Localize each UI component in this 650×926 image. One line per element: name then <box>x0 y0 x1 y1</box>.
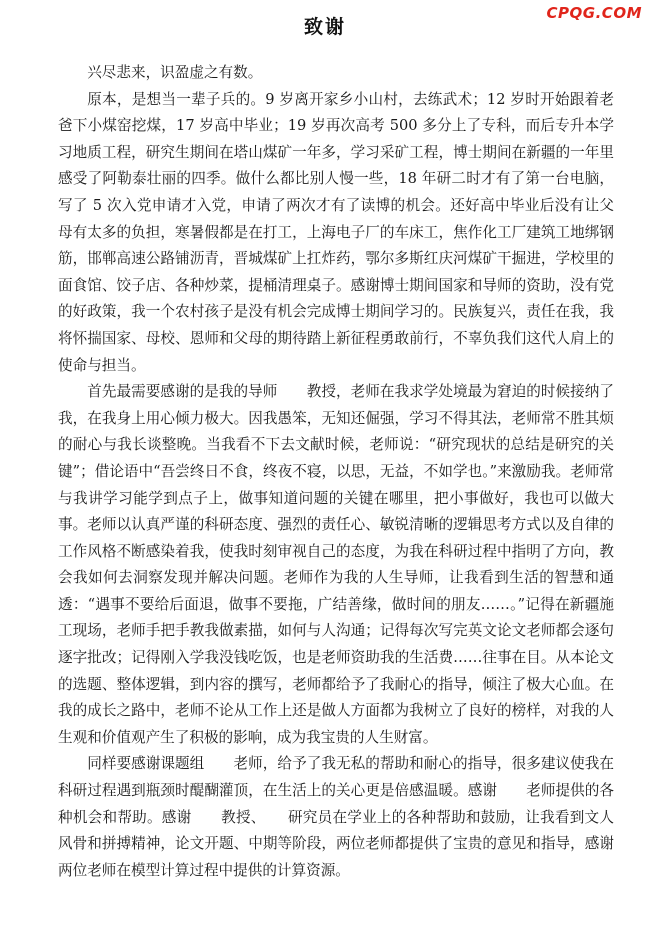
paragraph-opening: 兴尽悲来，识盈虚之有数。 <box>87 64 263 81</box>
paragraph-background: 原本，是想当一辈子兵的。9 岁离开家乡小山村，去练武术；12 岁时开始跟着老爸下小煤窑挖煤，17 岁高中毕业；19 岁再次高考 500 多分上了专科，而后专升本学习地质工程，研究生期间在塔山煤矿一年多，学习采矿工程，博士期间在新疆的一年里感受了阿勒泰壮丽的四季。做什么都比别人慢一些，18 年研二时才有了第一台电脑，写了 5 次入党申请才入党，申请了两次才有了读博的机会。还好高中毕业后没有让父母有太多的负担，寒暑假都是在打工，上海电子厂的车床工，焦作化工厂建筑工地绑钢筋，邯郸高速公路铺沥青，晋城煤矿上扛炸药，鄂尔多斯红庆河煤矿干掘进，学校里的面食馆、饺子店、各种炒菜，提桶清理桌子。感谢博士期间国家和导师的资助，没有党的好政策，我一个农村孩子是没有机会完成博士期间学习的。民族复兴，责任在我，我将怀揣国家、母校、恩师和父母的期待踏上新征程勇敢前行，不辜负我们这代人肩上的使命与担当。 <box>58 90 614 374</box>
page-title: 致谢 <box>303 16 346 38</box>
paragraph-group-thanks: 同样要感谢课题组 老师，给予了我无私的帮助和耐心的指导，很多建议使我在科研过程遇到瓶颈时醍醐灌顶，在生活上的关心更是倍感温暖。感谢 老师提供的各种机会和帮助。感谢 教授、 研究员在学业上的各种帮助和鼓励，让我看到文人风骨和拼搏精神，论文开题、中期等阶段，两位老师都提供了宝贵的意见和指导，感谢两位老师在模型计算过程中提供的计算资源。 <box>58 755 614 879</box>
paragraph-advisor-thanks: 首先最需要感谢的是我的导师 教授，老师在我求学处境最为窘迫的时候接纳了我，在我身上用心倾力极大。因我愚笨，无知还倔强，学习不得其法，老师常不胜其烦的耐心与我长谈整晚。当我看不下去文献时候，老师说：“研究现状的总结是研究的关键”；借论语中“吾尝终日不食，终夜不寝，以思，无益，不如学也。”来激励我。老师常与我讲学习能学到点子上，做事知道问题的关键在哪里，把小事做好，我也可以做大事。老师以认真严谨的科研态度、强烈的责任心、敏锐清晰的逻辑思考方式以及自律的工作风格不断感染着我，使我时刻审视自己的态度，为我在科研过程中指明了方向，教会我如何去洞察发现并解决问题。老师作为我的人生导师，让我看到生活的智慧和通透：“遇事不要给后面退，做事不要拖，广结善缘，做时间的朋友……。”记得在新疆施工现场，老师手把手教我做素描，如何与人沟通；记得每次写完英文论文老师都会逐句逐字批改；记得刚入学我没钱吃饭，也是老师资助我的生活费……往事在目。从本论文的选题、整体逻辑，到内容的撰写，老师都给予了我耐心的指导，倾注了极大心血。在我的成长之路中，老师不论从工作上还是做人方面都为我树立了良好的榜样，对我的人生观和价值观产生了积极的影响，成为我宝贵的人生财富。 <box>58 383 614 746</box>
acknowledgement-body <box>58 60 614 884</box>
watermark-logo: CPQG.COM <box>546 4 642 22</box>
